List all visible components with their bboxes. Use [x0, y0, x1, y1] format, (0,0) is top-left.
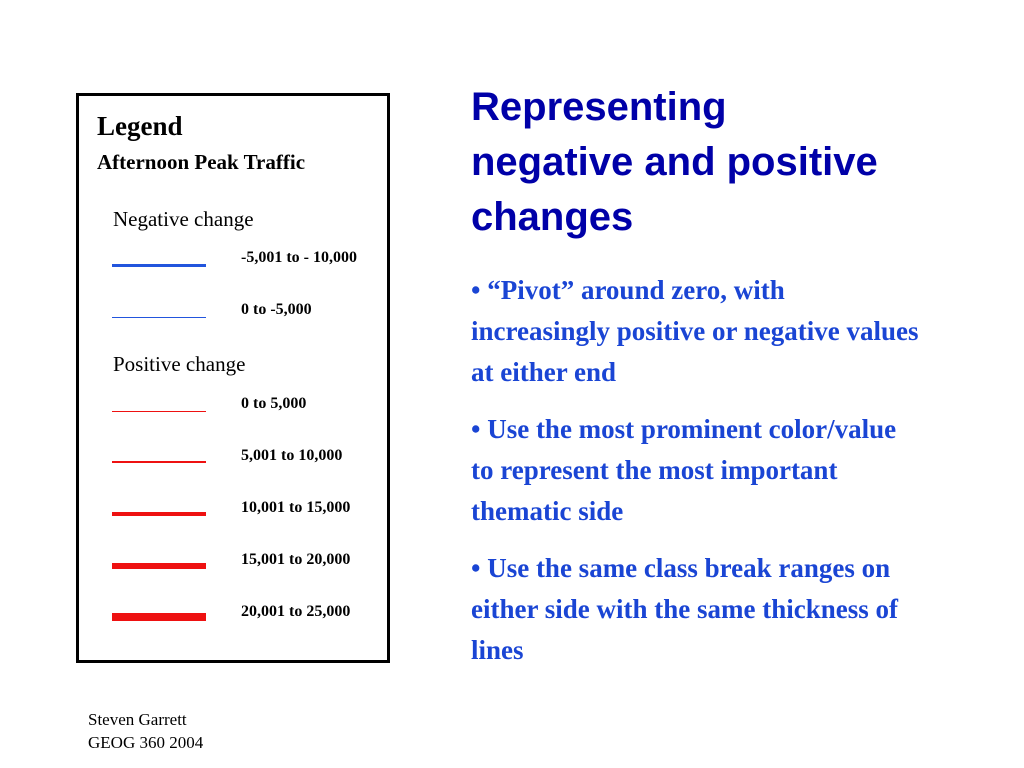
bullet-list	[471, 270, 921, 687]
positive-range-label-5: 20,001 to 25,000	[241, 603, 351, 620]
positive-range-label-2: 5,001 to 10,000	[241, 447, 343, 464]
negative-range-label-2: 0 to -5,000	[241, 301, 312, 318]
positive-line-swatch-5	[112, 613, 206, 621]
slide-title: Representing negative and positive changes	[471, 85, 878, 239]
positive-line-swatch-3	[112, 512, 206, 516]
positive-line-swatch-2	[112, 461, 206, 463]
footer	[88, 708, 203, 754]
positive-line-swatch-4	[112, 563, 206, 569]
negative-change-heading: Negative change	[113, 207, 254, 231]
bullet-prominent-color: • Use the most prominent color/value to represent the most important thematic side	[471, 414, 897, 526]
bullet-pivot: • “Pivot” around zero, with increasingly positive or negative values at either end	[471, 275, 919, 387]
positive-range-label-4: 15,001 to 20,000	[241, 551, 351, 568]
footer-author: Steven Garrett	[88, 710, 187, 729]
negative-line-swatch-1	[112, 264, 206, 267]
positive-range-label-3: 10,001 to 15,000	[241, 499, 351, 516]
legend-box	[76, 93, 390, 663]
positive-change-heading: Positive change	[113, 352, 246, 376]
legend-subtitle: Afternoon Peak Traffic	[97, 150, 306, 174]
positive-range-label-1: 0 to 5,000	[241, 395, 307, 412]
bullet-class-breaks: • Use the same class break ranges on either side with the same thickness of lines	[471, 553, 898, 665]
legend-title: Legend	[97, 111, 183, 141]
negative-line-swatch-2	[112, 317, 206, 318]
positive-line-swatch-1	[112, 411, 206, 412]
negative-range-label-1: -5,001 to - 10,000	[241, 249, 357, 266]
footer-course: GEOG 360 2004	[88, 733, 204, 752]
